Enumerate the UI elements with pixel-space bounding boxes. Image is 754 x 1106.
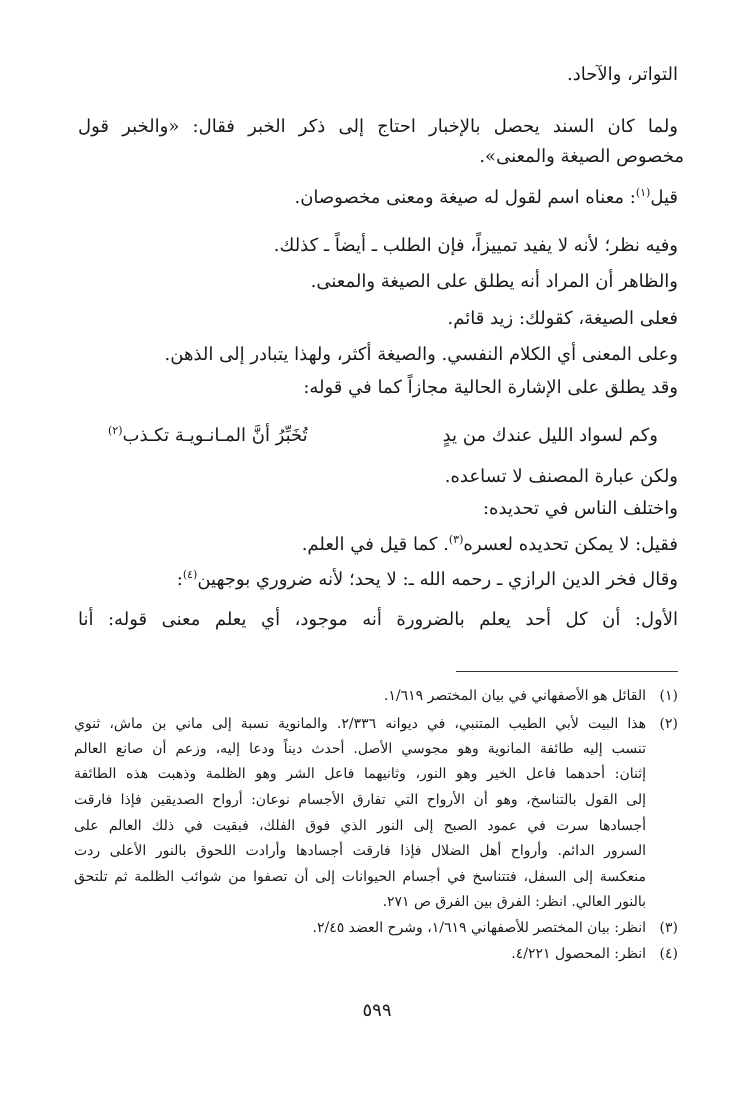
footnote-text: انظر: بيان المختصر للأصفهاني ١/٦١٩، وشرح العضد ٢/٤٥. — [312, 920, 646, 936]
footnote-text: بالنور العالي. انظر: الفرق بين الفرق ص ٢٧١. — [382, 894, 646, 910]
text-line: مخصوص الصيغة والمعنى». — [479, 146, 684, 167]
text-line: وقد يطلق على الإشارة الحالية مجازاً كما في قوله: — [303, 377, 678, 398]
text-line: والظاهر أن المراد أنه يطلق على الصيغة والمعنى. — [310, 271, 678, 292]
text-segment: قيل — [650, 187, 678, 208]
footnote-ref: (١) — [635, 186, 651, 199]
footnote-text: إلى القول بالتناسخ، وهو أن الأرواح التي تفارق الأجسام نوعان: أرواح الصديقين فإذا فارقت — [74, 792, 646, 808]
footnote-text: منعكسة إلى السفل، فتتناسخ في أجسام الحيوانات إلى أن تصفوا من شوائب الظلمة ثم تلتحق — [74, 869, 646, 885]
footnote-text: هذا البيت لأبي الطيب المتنبي، في ديوانه ٢/٣٣٦. والمانوية نسبة إلى ماني بن ماش، ثنوي — [74, 716, 646, 732]
text-line: وفيه نظر؛ لأنه لا يفيد تمييزاً، فإن الطلب ـ أيضاً ـ كذلك. — [273, 235, 678, 256]
footnote-text: السرور الدائم. وأرواح أهل الضلال فإذا فارقت أجسادها وأرادت اللحوق بالنور الأعلى ردت — [74, 843, 646, 859]
text-segment: : معناه اسم لقول له صيغة ومعنى مخصوصان. — [294, 187, 636, 208]
text-line: الأول: أن كل أحد يعلم بالضرورة أنه موجود، أي يعلم معنى قوله: أنا — [78, 609, 678, 630]
text-line: واختلف الناس في تحديده: — [482, 498, 678, 519]
footnote-ref: (٢) — [108, 424, 123, 437]
text-segment: تُخَبِّرُ أنَّ المـانـويـة تكـذب — [122, 425, 308, 446]
footnote-text: إثنان: أحدهما فاعل الخير وهو النور، وثانيهما فاعل الشر وهو الظلمة وذهبت هذه الطائفة — [74, 766, 646, 782]
footnote-text: أجسادها سرت في عمود الصبح إلى النور الذي فوق الفلك، فبقيت في ذلك العالم على — [74, 818, 646, 834]
footnote-number: (١) — [659, 688, 678, 704]
text-segment: . كما قيل في العلم. — [301, 534, 449, 555]
text-segment: فقيل: لا يمكن تحديده لعسره — [463, 534, 678, 555]
text-line — [294, 186, 678, 208]
footnote-ref: (٤) — [182, 568, 198, 581]
verse-hemistich-2 — [108, 425, 308, 446]
footnote-number: (٣) — [659, 920, 678, 936]
text-segment: وقال فخر الدين الرازي ـ رحمه الله ـ: لا يحد؛ لأنه ضروري بوجهين — [197, 569, 678, 590]
footnote-number: (٤) — [659, 946, 678, 962]
footnote-text: القائل هو الأصفهاني في بيان المختصر ١/٦١٩. — [383, 688, 646, 704]
text-line: فعلى الصيغة، كقولك: زيد قائم. — [447, 308, 678, 329]
text-line: التواتر، والآحاد. — [567, 64, 678, 85]
text-segment: : — [176, 569, 183, 590]
footnote-number: (٢) — [659, 716, 678, 732]
text-line: ولكن عبارة المصنف لا تساعده. — [444, 466, 678, 487]
page-number: ٥٩٩ — [362, 1000, 392, 1021]
footnote-ref: (٣) — [448, 533, 464, 546]
footnote-text: انظر: المحصول ٤/٢٢١. — [511, 946, 646, 962]
verse-hemistich-1: وكم لسواد الليل عندك من يدٍ — [442, 425, 658, 446]
footnote-text: تنسب إليه طائفة المانوية وهو مجوسي الأصل. أحدث ديناً ودعا إليه، وزعم أن صانع العالم — [74, 741, 646, 757]
text-line: وعلى المعنى أي الكلام النفسي. والصيغة أكثر، ولهذا يتبادر إلى الذهن. — [164, 344, 678, 365]
text-line — [301, 533, 678, 555]
text-line — [176, 568, 678, 590]
footnote-separator — [456, 671, 678, 672]
text-line: ولما كان السند يحصل بالإخبار احتاج إلى ذكر الخبر فقال: «والخبر قول — [78, 116, 678, 137]
